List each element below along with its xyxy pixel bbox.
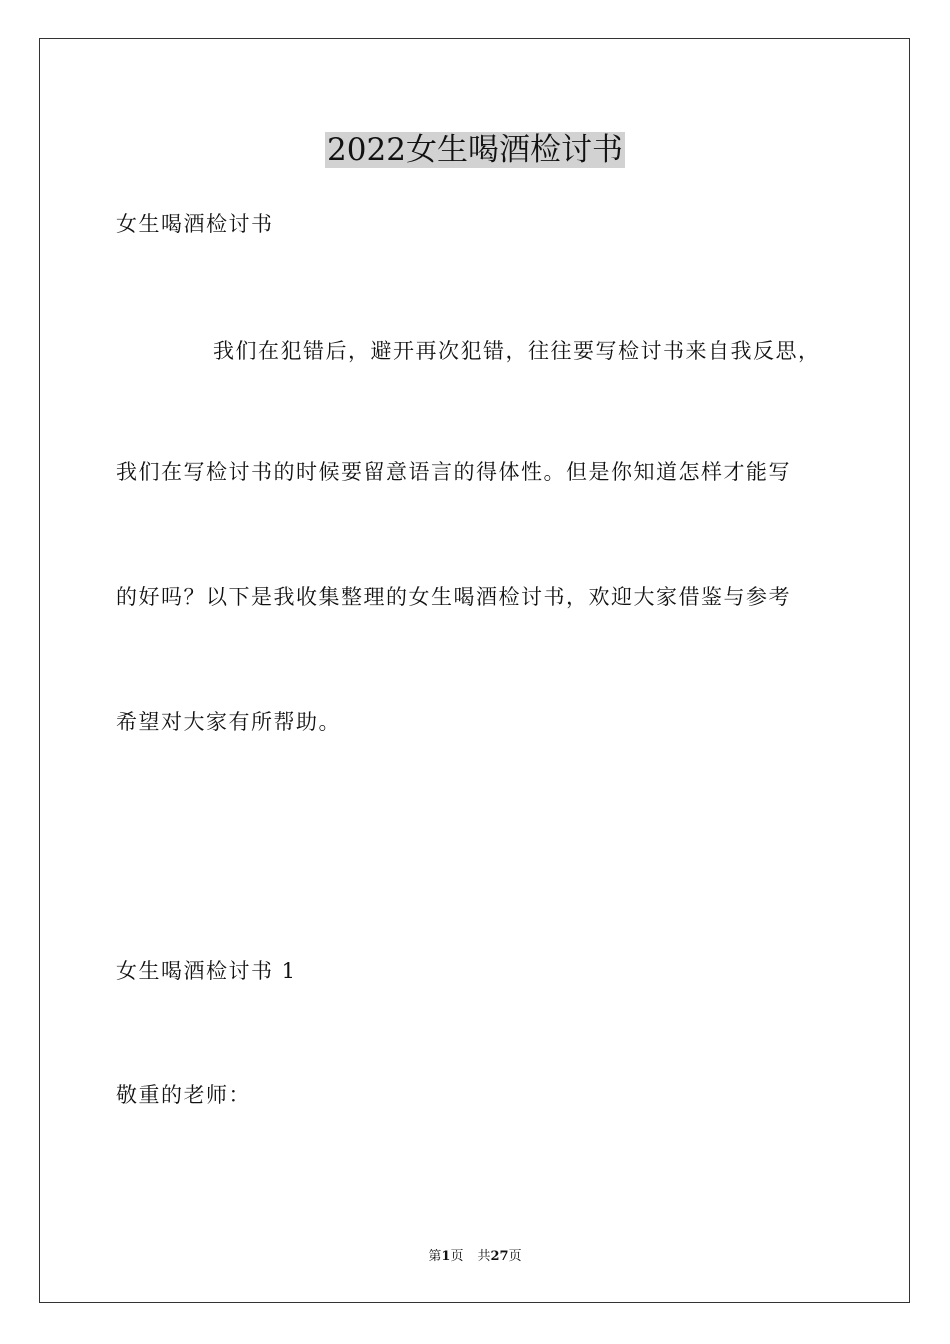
paragraph-line-3: 的好吗？以下是我收集整理的女生喝酒检讨书，欢迎大家借鉴与参考 [116,585,791,609]
paragraph-line-1: 我们在犯错后，避开再次犯错，往往要写检讨书来自我反思， [213,339,821,363]
paragraph-line-4: 希望对大家有所帮助。 [116,710,341,734]
total-suffix: 页 [508,1249,522,1264]
page-suffix: 页 [450,1249,464,1264]
section-heading: 女生喝酒检讨书 1 [116,959,297,983]
salutation: 敬重的老师： [116,1083,251,1107]
page-prefix: 第 [428,1249,442,1264]
paragraph-line-2: 我们在写检讨书的时候要留意语言的得体性。但是你知道怎样才能写 [116,460,791,484]
total-page-count: 27 [490,1249,509,1264]
page-footer [0,1247,950,1267]
document-title [0,128,950,172]
current-page-number: 1 [441,1249,451,1264]
document-subtitle: 女生喝酒检讨书 [116,212,274,236]
document-title-text: 2022女生喝酒检讨书 [327,132,623,168]
total-prefix: 共 [477,1249,491,1264]
